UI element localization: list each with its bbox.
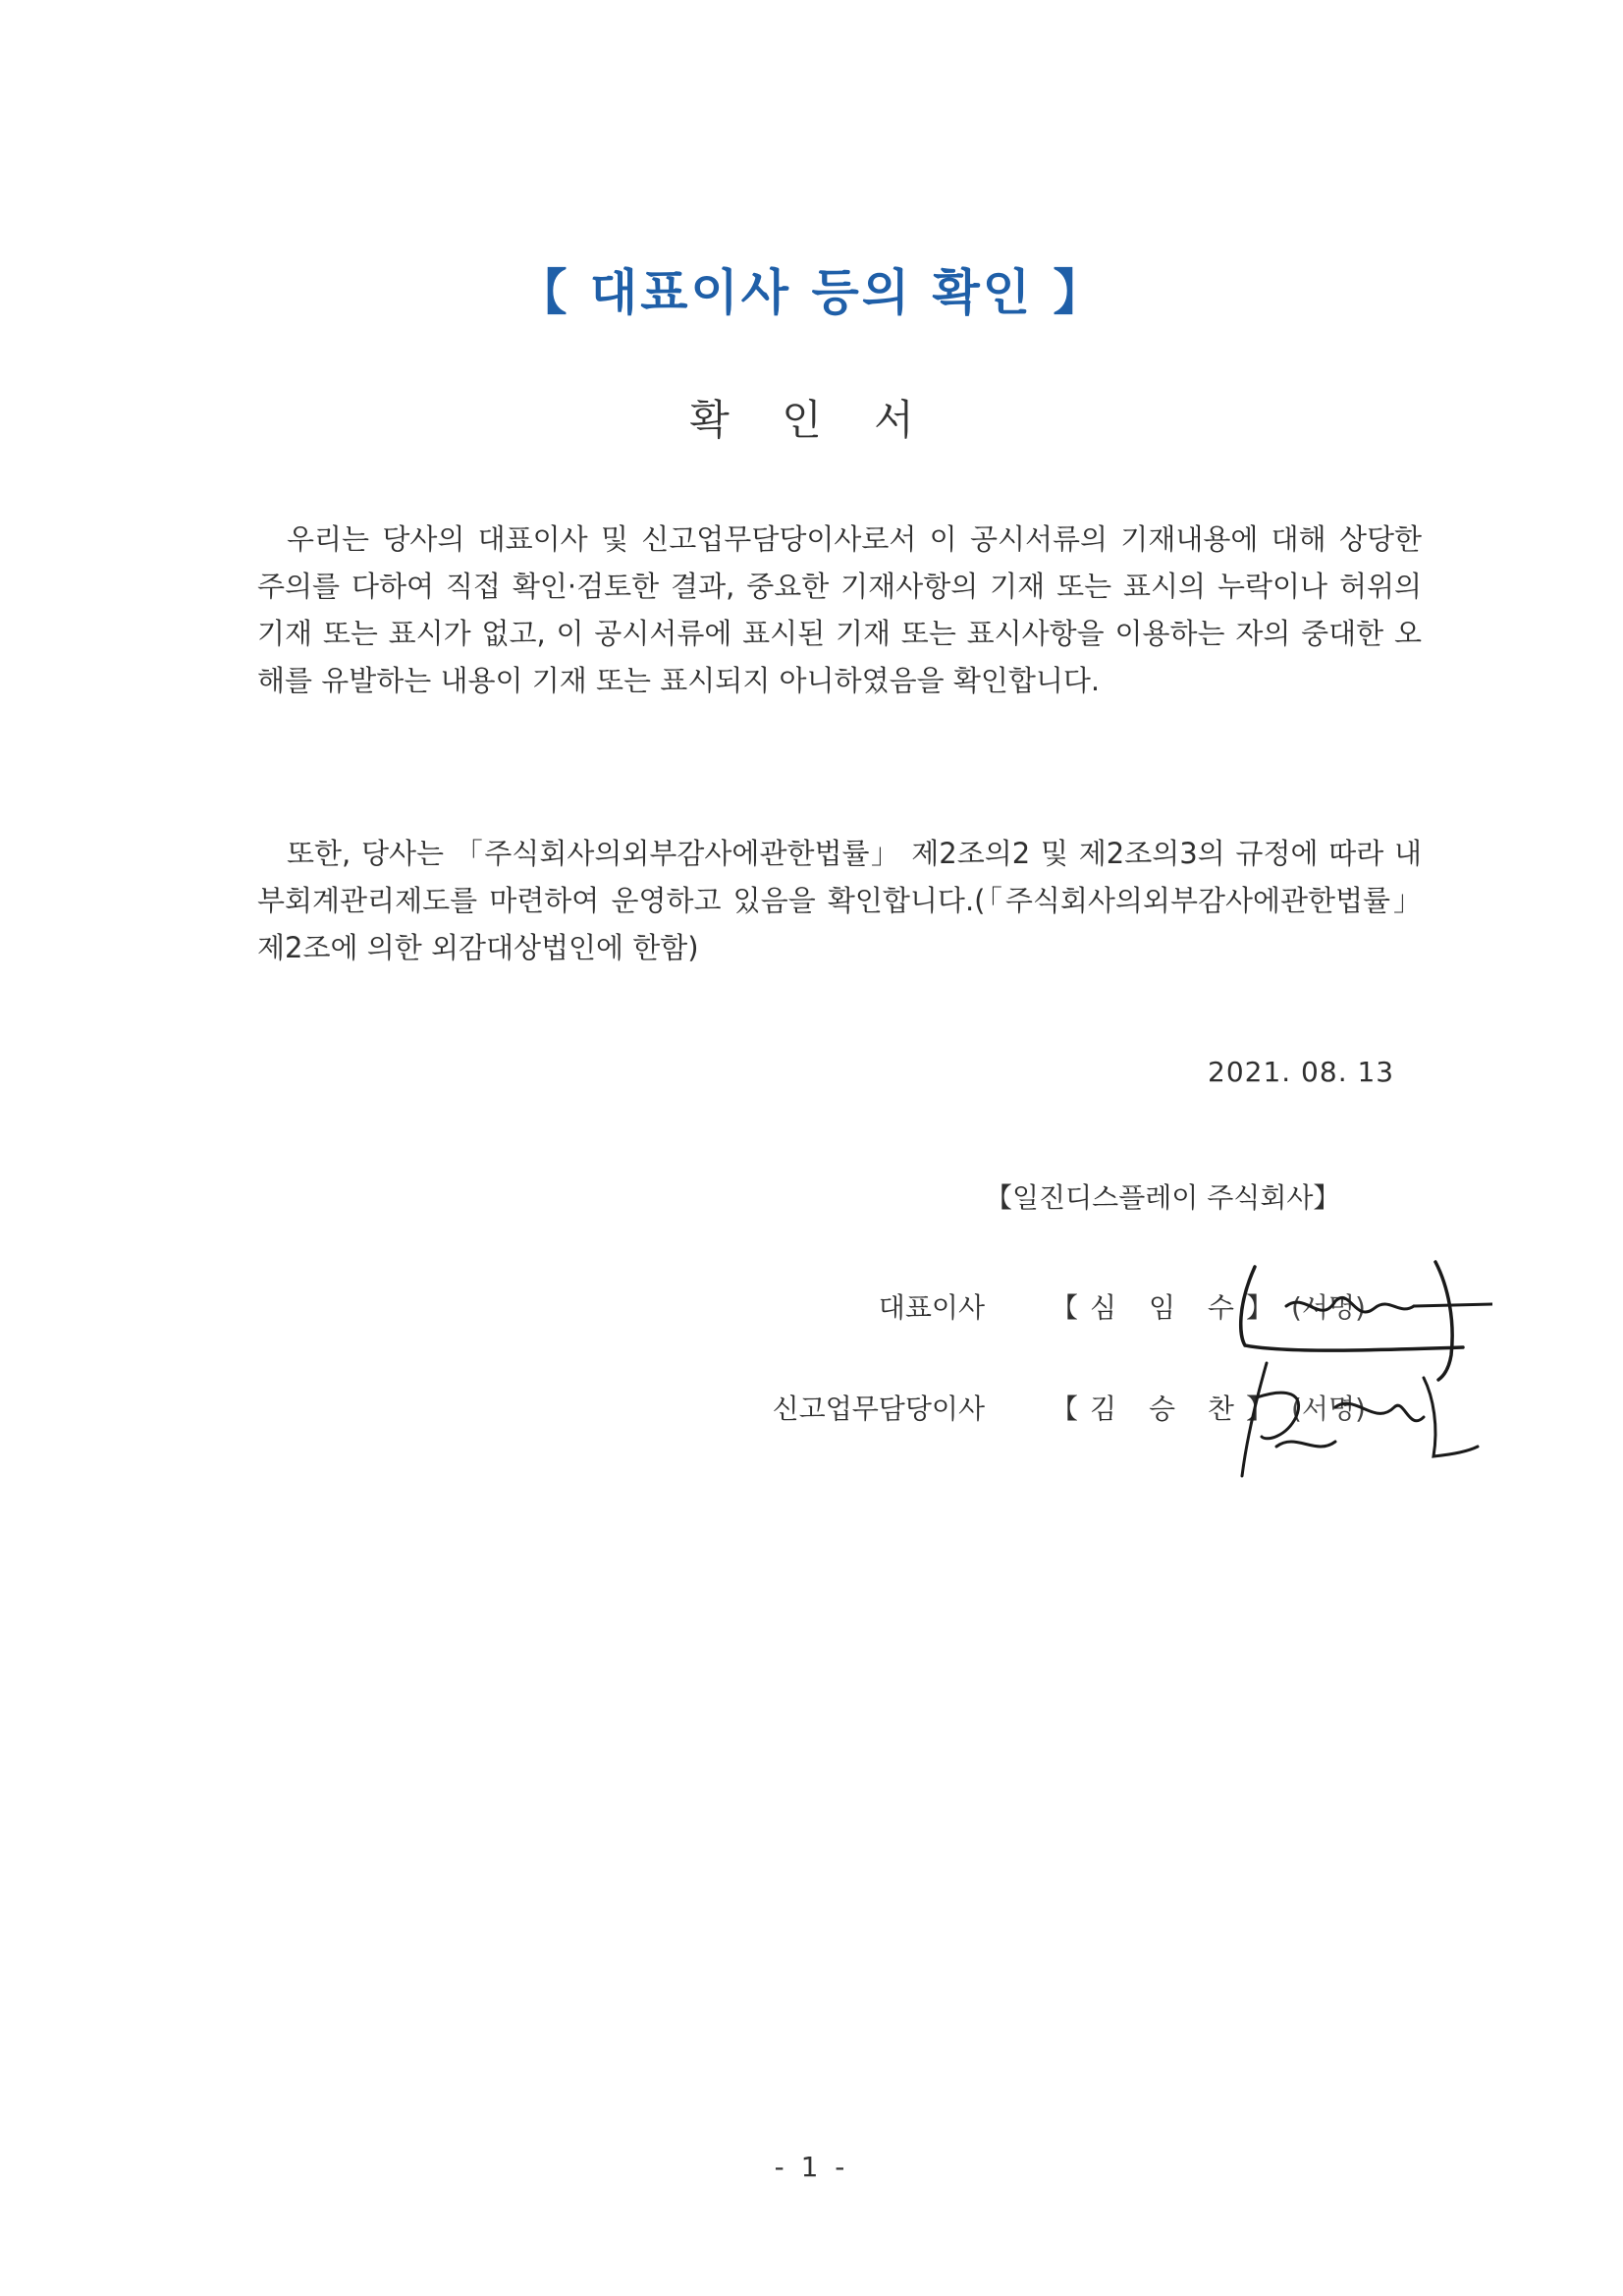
- internal-control-paragraph: 또한, 당사는 「주식회사의외부감사에관한법률」 제2조의2 및 제2조의3의 규정에 따라 내부회계관리제도를 마련하여 운영하고 있음을 확인합니다.(「주식회사의외부감사에관한법률」 제2조에 의한 외감대상법인에 한함): [257, 837, 1422, 964]
- document-date: 2021. 08. 13: [1208, 1056, 1395, 1088]
- signature-label: (서명): [1291, 1291, 1366, 1324]
- signatory-row-disclosure-officer: [0, 1378, 1623, 1437]
- document-subtitle: 확 인 서: [689, 396, 934, 444]
- signature-label: (서명): [1291, 1393, 1366, 1425]
- signatory-name: 【심 임 수】: [1051, 1291, 1285, 1324]
- company-name: 【일진디스플레이 주식회사】: [985, 1181, 1341, 1214]
- confirmation-paragraph: 우리는 당사의 대표이사 및 신고업무담당이사로서 이 공시서류의 기재내용에 대해 상당한 주의를 다하여 직접 확인·검토한 결과, 중요한 기재사항의 기재 또는 표시의 누락이나 허위의 기재 또는 표시가 없고, 이 공시서류에 표시된 기재 또는 표시사항을 이용하는 자의 중대한 오해를 유발하는 내용이 기재 또는 표시되지 아니하였음을 확인합니다.: [257, 522, 1422, 697]
- disclosure-officer-signature: [1227, 1339, 1492, 1486]
- document-heading: 【 대표이사 등의 확인 】: [517, 264, 1106, 321]
- signatory-row-ceo: [0, 1277, 1623, 1336]
- signatory-role: 신고업무담당이사: [772, 1393, 985, 1425]
- signatory-role: 대표이사: [878, 1291, 985, 1324]
- page-number: - 1 -: [774, 2151, 849, 2183]
- signatory-name: 【김 승 찬】: [1051, 1393, 1285, 1425]
